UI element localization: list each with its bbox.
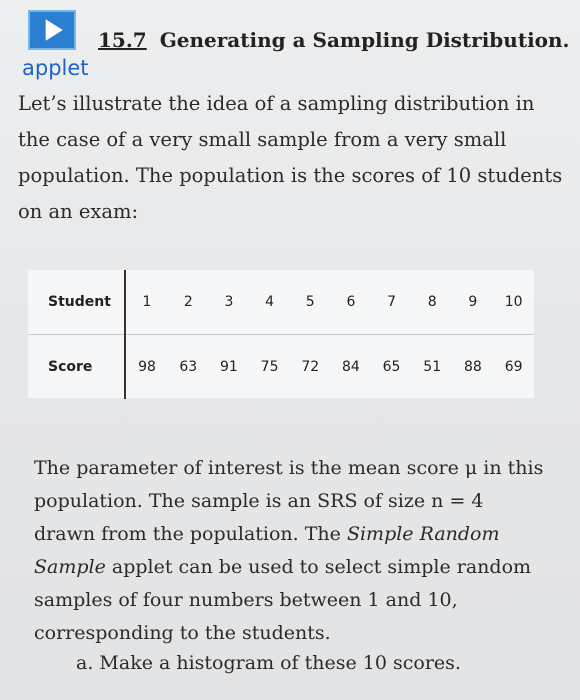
score-cell: 98	[138, 359, 156, 375]
student-cell: 5	[290, 270, 331, 335]
student-cell: 2	[168, 270, 209, 335]
intro-paragraph: Let’s illustrate the idea of a sampling distribution in the case of a very small sample from a very small population. The population is the scores of 10 students on an exam:	[18, 92, 563, 223]
student-row	[28, 270, 534, 335]
play-icon[interactable]	[28, 10, 76, 50]
student-cell: 1	[125, 270, 168, 335]
applet-name: Simple Random Sample	[34, 523, 500, 578]
score-cell: 63	[179, 359, 198, 375]
applet-label: applet	[22, 56, 89, 80]
student-cell: 9	[453, 270, 494, 335]
student-cell: 3	[209, 270, 250, 335]
score-cell: 65	[382, 359, 401, 375]
student-cell: 8	[412, 270, 453, 335]
score-cell: 69	[504, 359, 523, 375]
score-cell: 88	[463, 359, 482, 375]
student-cell: 4	[249, 270, 290, 335]
score-cell: 72	[301, 359, 320, 375]
student-row-label: Student	[28, 270, 125, 335]
question-a: a. Make a histogram of these 10 scores.	[76, 652, 461, 674]
applet-badge[interactable]	[22, 8, 89, 82]
student-cell: 6	[331, 270, 372, 335]
score-row-label: Score	[28, 335, 125, 400]
parameter-paragraph	[34, 452, 549, 650]
score-cell: 51	[423, 359, 442, 375]
score-cell: 75	[260, 359, 279, 375]
score-cell: 91	[220, 359, 238, 375]
play-triangle-icon	[30, 12, 74, 48]
score-cell: 84	[341, 359, 360, 375]
student-cell: 10	[493, 270, 534, 335]
section-heading	[98, 28, 570, 52]
section-number: 15.7	[98, 28, 147, 52]
scores-table	[28, 270, 534, 398]
section-title: Generating a Sampling Distribution.	[159, 28, 570, 52]
paragraph-part-2: applet can be used to select simple random samples of four numbers between 1 and 10, corresponding to the students.	[34, 556, 532, 644]
score-row	[28, 335, 534, 400]
student-cell: 7	[371, 270, 412, 335]
paragraph-part-1: The parameter of interest is the mean score μ in this population. The sample is an SRS of size n = 4 drawn from the population. The	[34, 457, 544, 545]
